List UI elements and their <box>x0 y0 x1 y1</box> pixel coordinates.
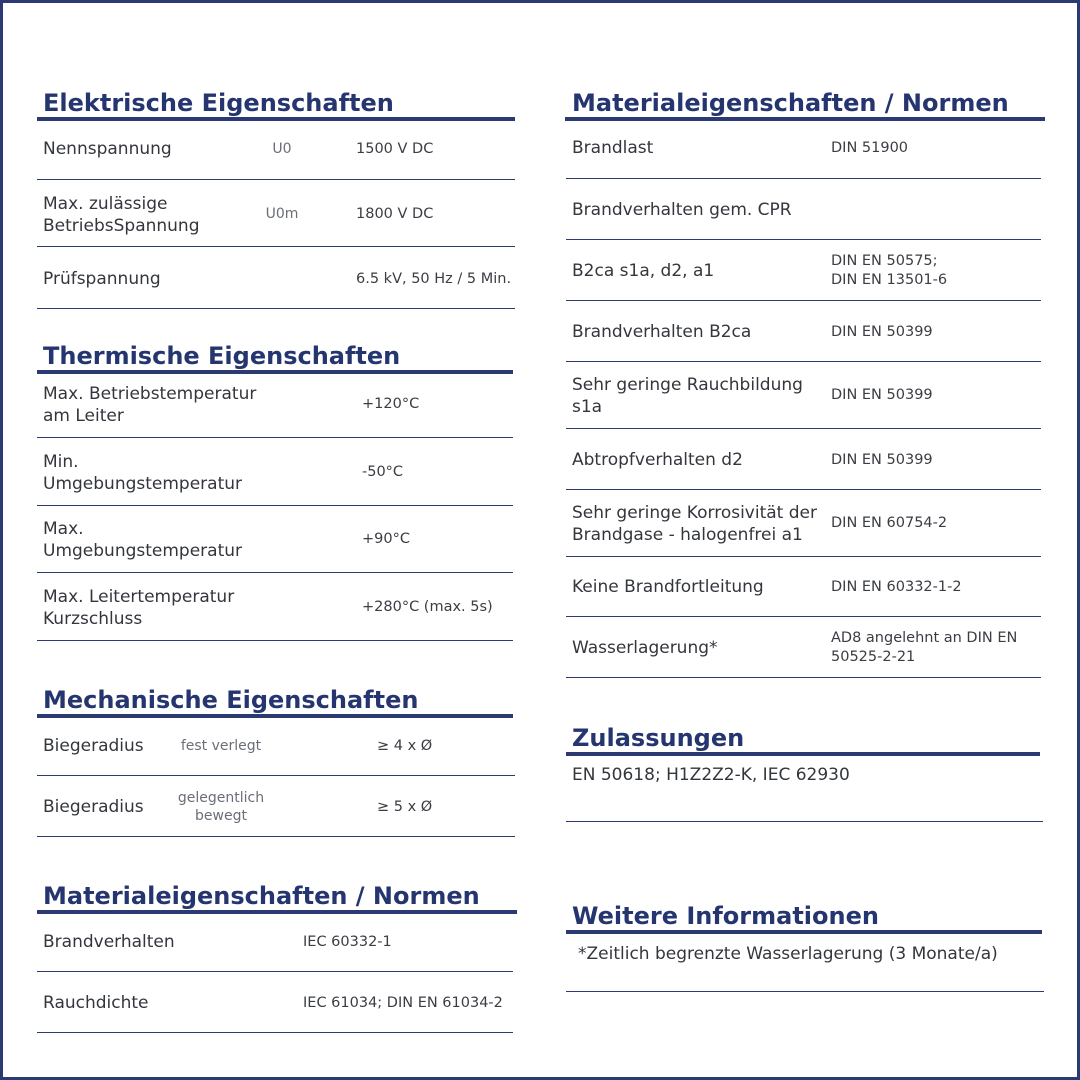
row-label: Sehr geringe Rauchbildung s1a <box>572 375 803 417</box>
row-label: Brandverhalten B2ca <box>572 322 752 342</box>
section-rule <box>37 117 515 121</box>
zulassungen-text: EN 50618; H1Z2Z2-K, IEC 62930 <box>572 765 850 785</box>
section-title-weitere: Weitere Informationen <box>572 902 879 930</box>
section-title-mechanisch: Mechanische Eigenschaften <box>43 686 419 714</box>
row-divider <box>566 178 1041 179</box>
row-label: Biegeradius <box>43 736 144 756</box>
row-label: Rauchdichte <box>43 993 149 1013</box>
row-value: 1800 V DC <box>356 206 434 222</box>
row-value: AD8 angelehnt an DIN EN 50525-2-21 <box>831 630 1018 665</box>
row-label: Min. Umgebungstemperatur <box>43 452 243 494</box>
section-rule <box>37 910 517 914</box>
row-value: DIN EN 50399 <box>831 387 933 403</box>
row-divider <box>566 489 1041 490</box>
row-divider <box>37 640 513 641</box>
row-divider <box>37 179 515 180</box>
weitere-text: *Zeitlich begrenzte Wasserlagerung (3 Monate/a) <box>578 944 998 964</box>
row-value: 6.5 kV, 50 Hz / 5 Min. <box>356 271 512 287</box>
row-label: Abtropfverhalten d2 <box>572 450 743 470</box>
section-rule <box>566 752 1040 756</box>
section-title-material-left: Materialeigenschaften / Normen <box>43 882 480 910</box>
row-label: Sehr geringe Korrosivität der Brandgase - halogenfrei a1 <box>572 503 817 545</box>
row-divider <box>37 572 513 573</box>
row-divider <box>566 991 1044 992</box>
section-title-thermisch: Thermische Eigenschaften <box>43 342 401 370</box>
section-rule <box>37 714 513 718</box>
row-label: Max. Umgebungstemperatur <box>43 519 243 561</box>
row-value: DIN EN 50399 <box>831 324 933 340</box>
row-symbol: U0 <box>272 141 292 157</box>
row-label: Prüfspannung <box>43 269 161 289</box>
section-title-elektrisch: Elektrische Eigenschaften <box>43 89 394 117</box>
row-value: ≥ 4 x Ø <box>377 738 433 754</box>
row-label: Brandverhalten <box>43 932 175 952</box>
row-label: Brandlast <box>572 138 654 158</box>
row-divider <box>566 300 1041 301</box>
row-value: +120°C <box>362 396 420 412</box>
row-condition: gelegentlich bewegt <box>177 790 265 824</box>
row-divider <box>37 971 513 972</box>
section-title-zulassungen: Zulassungen <box>572 724 745 752</box>
row-value: ≥ 5 x Ø <box>377 799 433 815</box>
row-divider <box>37 775 515 776</box>
row-value: +280°C (max. 5s) <box>362 599 493 615</box>
row-value: DIN EN 50575; DIN EN 13501-6 <box>831 253 948 288</box>
row-divider <box>566 239 1041 240</box>
row-label: B2ca s1a, d2, a1 <box>572 261 715 281</box>
section-title-material-right: Materialeigenschaften / Normen <box>572 89 1009 117</box>
row-label: Biegeradius <box>43 797 144 817</box>
row-value: +90°C <box>362 531 410 547</box>
row-value: 1500 V DC <box>356 141 434 157</box>
row-value: DIN 51900 <box>831 140 909 156</box>
row-label: Brandverhalten gem. CPR <box>572 200 792 220</box>
section-rule <box>565 117 1045 121</box>
row-symbol: U0m <box>265 206 299 222</box>
row-value: DIN EN 60754-2 <box>831 515 948 531</box>
section-rule <box>566 930 1042 934</box>
row-divider <box>566 821 1043 822</box>
row-value: DIN EN 50399 <box>831 452 933 468</box>
row-value: DIN EN 60332-1-2 <box>831 579 962 595</box>
row-value: IEC 60332-1 <box>303 934 392 950</box>
row-divider <box>37 437 513 438</box>
row-label: Wasserlagerung* <box>572 638 718 658</box>
row-label: Max. zulässige BetriebsSpannung <box>43 194 200 236</box>
row-divider <box>37 308 515 309</box>
row-label: Max. Leitertemperatur Kurzschluss <box>43 587 235 629</box>
row-divider <box>37 836 515 837</box>
row-condition: fest verlegt <box>180 738 262 754</box>
row-divider <box>566 428 1041 429</box>
section-rule <box>37 370 513 374</box>
row-label: Keine Brandfortleitung <box>572 577 764 597</box>
row-divider <box>37 246 515 247</box>
row-divider <box>566 616 1041 617</box>
row-divider <box>37 1032 513 1033</box>
row-divider <box>566 556 1041 557</box>
row-value: -50°C <box>362 464 404 480</box>
row-label: Max. Betriebstemperatur am Leiter <box>43 384 257 426</box>
row-label: Nennspannung <box>43 139 172 159</box>
row-divider <box>566 361 1041 362</box>
row-divider <box>37 505 513 506</box>
row-value: IEC 61034; DIN EN 61034-2 <box>303 995 503 1011</box>
row-divider <box>566 677 1041 678</box>
